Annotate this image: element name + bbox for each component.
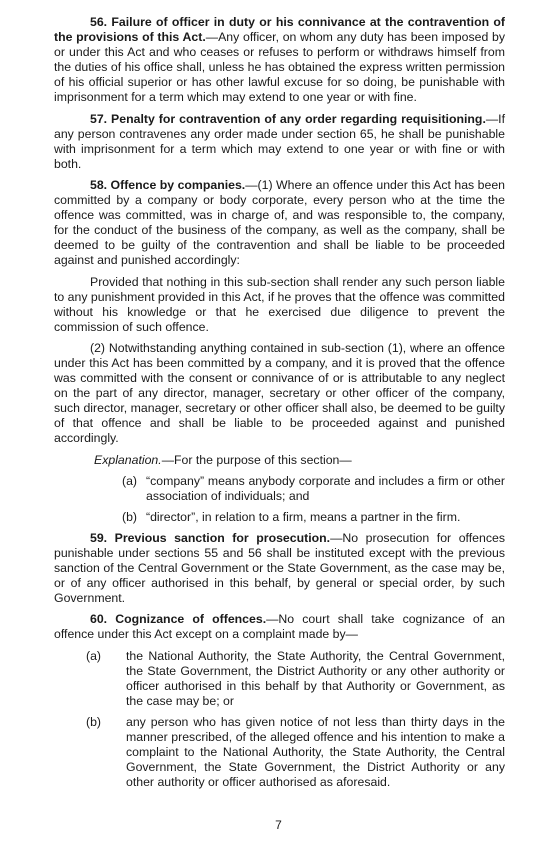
item-text: “director”, in relation to a firm, means a partner in the firm. bbox=[146, 509, 461, 524]
section-58-proviso: Provided that nothing in this sub-section shall render any such person liable to any punishment provided in this Act, if he proves that the offence was committed without his knowledge or that he exercised due diligence to prevent the commission of such offence. bbox=[54, 274, 505, 334]
item-marker: (a) bbox=[122, 473, 138, 488]
item-marker: (b) bbox=[86, 714, 102, 729]
section-59 bbox=[54, 531, 505, 606]
section-58-item-b bbox=[54, 510, 505, 525]
section-59-body: —No prosecution for offences punishable under sections 55 and 56 shall be instituted except with the previous sanction of the Central Government or the State Government, as the case may be, or of any officer authorised in this behalf, by general or special order, by such Government. bbox=[54, 530, 505, 606]
section-58-heading: 58. Offence by companies. bbox=[90, 177, 246, 192]
section-60-heading: 60. Cognizance of offences. bbox=[90, 612, 267, 627]
section-58-item-a bbox=[54, 474, 505, 504]
section-58-explanation bbox=[54, 453, 505, 468]
item-marker: (b) bbox=[122, 509, 138, 524]
section-59-heading: 59. Previous sanction for prosecution. bbox=[90, 530, 331, 545]
explanation-label: Explanation. bbox=[94, 452, 162, 467]
explanation-text: —For the purpose of this section— bbox=[161, 452, 352, 467]
item-text: “company” means anybody corporate and includes a firm or other association of individuals; and bbox=[146, 473, 505, 503]
section-56 bbox=[54, 15, 505, 106]
item-text: the National Authority, the State Authority, the Central Government, the State Government, the District Authority or any other authority or officer authorised in this behalf by that Authority or Government, as the case may be; or bbox=[126, 648, 505, 708]
item-marker: (a) bbox=[86, 648, 102, 663]
section-57-heading: 57. Penalty for contravention of any order regarding requisitioning. bbox=[90, 111, 486, 126]
section-56-heading: 56. Failure of officer in duty or his connivance at the contravention of the provisions of this Act. bbox=[54, 15, 505, 45]
section-58 bbox=[54, 178, 505, 269]
section-58-body: —(1) Where an offence under this Act has been committed by a company or body corporate, every person who at the time the offence was committed, was in charge of, and was responsible to, the company, for the conduct of the business of the company, as well as the company, shall be deemed to be guilty of the contravention and shall be liable to be proceeded against and punished accordingly: bbox=[54, 177, 505, 268]
item-text: any person who has given notice of not less than thirty days in the manner prescribed, of the alleged offence and his intention to make a complaint to the National Authority, the State Authority, the Central Government, the State Government, the District Authority or any other authority or officer authorised as aforesaid. bbox=[126, 714, 505, 790]
section-60-item-a bbox=[54, 649, 505, 709]
section-58-subsection-2: (2) Notwithstanding anything contained in sub-section (1), where an offence under this Act has been committed by a company, and it is proved that the offence was committed with the consent or connivance of or is attributable to any neglect on the part of any director, manager, secretary or other officer of the company, such director, manager, secretary or other officer shall also, be deemed to be guilty of that offence and shall be liable to be proceeded against and punished accordingly. bbox=[54, 340, 505, 446]
section-57 bbox=[54, 112, 505, 172]
section-56-body: —Any officer, on whom any duty has been imposed by or under this Act and who ceases or refuses to perform or withdraws himself from the duties of his office shall, unless he has obtained the express written permission of his official superior or has other lawful excuse for so doing, be punishable with imprisonment for a term which may extend to one year or with fine. bbox=[54, 30, 505, 105]
page-number: 7 bbox=[275, 818, 282, 832]
section-57-body: —If any person contravenes any order made under section 65, he shall be punishable with imprisonment for a term which may extend to one year or with fine or with both. bbox=[54, 111, 505, 171]
section-60-item-b bbox=[54, 715, 505, 790]
section-60-body: —No court shall take cognizance of an offence under this Act except on a complaint made by— bbox=[54, 612, 505, 642]
section-60 bbox=[54, 612, 505, 642]
